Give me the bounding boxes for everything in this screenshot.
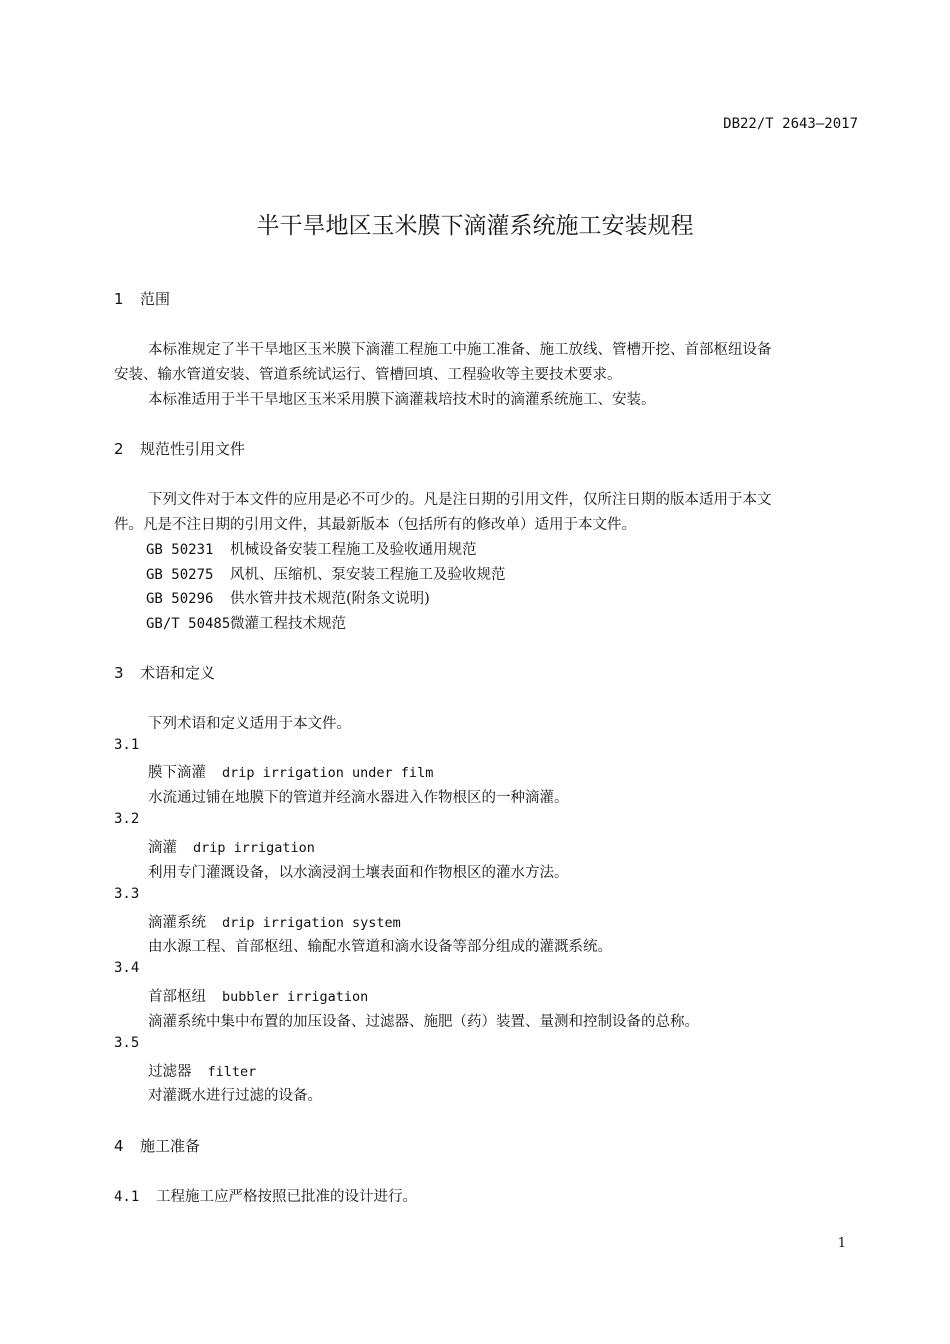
term-en: drip irrigation: [193, 840, 315, 856]
reference-code: GB 50231: [146, 542, 214, 558]
term-definition: 滴灌系统中集中布置的加压设备、过滤器、施肥（药）装置、量测和控制设备的总称。: [148, 1014, 699, 1030]
s2-paragraph-line-2: 件。凡是不注日期的引用文件，其最新版本（包括所有的修改单）适用于本文件。: [114, 517, 636, 533]
section-number: 2: [114, 440, 124, 458]
term-definition: 对灌溉水进行过滤的设备。: [148, 1088, 322, 1104]
reference-name: 机械设备安装工程施工及验收通用规范: [230, 542, 477, 558]
s2-paragraph-line-1: 下列文件对于本文件的应用是必不可少的。凡是注日期的引用文件，仅所注日期的版本适用于本文: [148, 492, 772, 508]
section-title: 规范性引用文件: [140, 440, 246, 458]
term-definition: 由水源工程、首部枢纽、输配水管道和滴水设备等部分组成的灌溉系统。: [148, 939, 612, 955]
reference-name: 微灌工程技术规范: [230, 616, 346, 632]
clause-text: 工程施工应严格按照已批准的设计进行。: [156, 1189, 417, 1205]
term-en: drip irrigation system: [222, 915, 401, 931]
reference-code: GB/T 50485: [146, 616, 231, 632]
term-number: 3.4: [114, 960, 140, 976]
page-number: 1: [837, 1236, 846, 1251]
term-zh: 膜下滴灌: [148, 765, 206, 781]
term-heading: [148, 761, 433, 782]
term-heading: [148, 836, 315, 857]
term-number: 3.1: [114, 737, 140, 753]
term-definition: 利用专门灌溉设备，以水滴浸润土壤表面和作物根区的灌水方法。: [148, 865, 569, 881]
reference-item: [146, 538, 477, 559]
section-3-heading: [114, 662, 215, 683]
term-heading: [148, 1060, 256, 1081]
reference-item: [146, 563, 506, 584]
section-1-heading: [114, 288, 170, 309]
s1-paragraph-1-line-2: 安装、输水管道安装、管道系统试运行、管槽回填、工程验收等主要技术要求。: [114, 367, 622, 383]
term-number: 3.2: [114, 811, 140, 827]
reference-item: [146, 612, 346, 633]
reference-code: GB 50275: [146, 567, 214, 583]
section-title: 范围: [140, 290, 171, 308]
reference-code: GB 50296: [146, 591, 214, 607]
reference-name: 供水管井技术规范(附条文说明): [230, 591, 430, 607]
term-heading: [148, 911, 401, 932]
section-title: 术语和定义: [140, 664, 216, 682]
clause-number: 4.1: [114, 1189, 140, 1205]
term-en: filter: [207, 1064, 257, 1080]
reference-name: 风机、压缩机、泵安装工程施工及验收规范: [230, 567, 506, 583]
term-zh: 首部枢纽: [148, 989, 206, 1005]
clause-4-1: [114, 1185, 417, 1206]
section-number: 1: [114, 290, 124, 308]
s3-intro: 下列术语和定义适用于本文件。: [148, 716, 351, 732]
term-zh: 过滤器: [148, 1064, 192, 1080]
s1-paragraph-1-line-1: 本标准规定了半干旱地区玉米膜下滴灌工程施工中施工准备、施工放线、管槽开挖、首部枢纽设备: [148, 342, 772, 358]
s1-paragraph-2: 本标准适用于半干旱地区玉米采用膜下滴灌栽培技术时的滴灌系统施工、安装。: [148, 392, 656, 408]
standard-number: DB22/T 2643—2017: [723, 116, 858, 132]
term-zh: 滴灌: [148, 840, 177, 856]
section-number: 4: [114, 1137, 124, 1155]
term-number: 3.5: [114, 1035, 140, 1051]
section-2-heading: [114, 438, 245, 459]
section-title: 施工准备: [140, 1137, 201, 1155]
reference-item: [146, 587, 430, 608]
term-en: drip irrigation under film: [222, 765, 434, 781]
section-4-heading: [114, 1135, 200, 1156]
document-title: 半干旱地区玉米膜下滴灌系统施工安装规程: [256, 213, 694, 239]
term-heading: [148, 985, 368, 1006]
term-number: 3.3: [114, 886, 140, 902]
term-zh: 滴灌系统: [148, 915, 206, 931]
term-en: bubbler irrigation: [222, 989, 369, 1005]
term-definition: 水流通过铺在地膜下的管道并经滴水器进入作物根区的一种滴灌。: [148, 790, 569, 806]
section-number: 3: [114, 664, 124, 682]
